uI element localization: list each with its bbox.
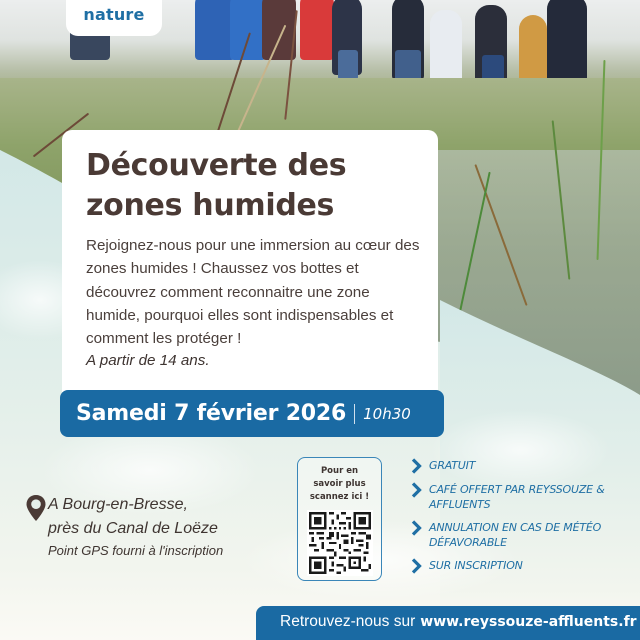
category-tag [66, 0, 162, 36]
website-link[interactable]: www.reyssouze-affluents.fr [420, 614, 637, 630]
qr-code-box[interactable] [297, 457, 382, 581]
event-card [62, 130, 438, 392]
info-item-label: GRATUIT [429, 459, 476, 472]
list-item [411, 458, 631, 474]
page-title [86, 146, 424, 226]
location-line-2: près du Canal de Loëze [48, 520, 218, 537]
age-requirement: A partir de 14 ans. [86, 352, 210, 370]
event-date: Samedi 7 février 2026 [76, 401, 347, 426]
qr-caption: Pour en savoir plus scannez ici ! [309, 466, 370, 502]
qr-code[interactable] [307, 510, 373, 576]
info-item-label: CAFÉ OFFERT PAR REYSSOUZE & AFFLUENTS [429, 483, 605, 511]
location-note: Point GPS fourni à l'inscription [48, 543, 224, 558]
info-item-label: SUR INSCRIPTION [429, 559, 523, 572]
location-line-1: A Bourg-en-Bresse, [48, 496, 188, 513]
chevron-right-icon [411, 458, 423, 474]
list-item [411, 482, 631, 512]
footer-lead: Retrouvez-nous sur [280, 613, 416, 630]
title-line-2: zones humides [86, 188, 335, 223]
category-tag-label: nature [83, 5, 145, 24]
chevron-right-icon [411, 482, 423, 498]
info-list [411, 458, 631, 582]
date-banner [60, 390, 444, 437]
chevron-right-icon [411, 520, 423, 536]
location-block [24, 493, 284, 561]
chevron-right-icon [411, 558, 423, 574]
map-pin-icon [26, 495, 46, 521]
footer-banner [256, 606, 640, 640]
info-item-label: ANNULATION EN CAS DE MÉTÉO DÉFAVORABLE [429, 521, 602, 549]
event-description: Rejoignez-nous pour une immersion au cœur des zones humides ! Chaussez vos bottes et découvrez comment reconnaitre une zone humide, pourquoi elles sont indispensables et comment les protéger ! [86, 237, 420, 348]
list-item [411, 520, 631, 550]
title-line-1: Découverte des [86, 148, 347, 183]
list-item [411, 558, 631, 574]
event-time: 10h30 [363, 404, 411, 423]
date-separator [354, 404, 355, 424]
